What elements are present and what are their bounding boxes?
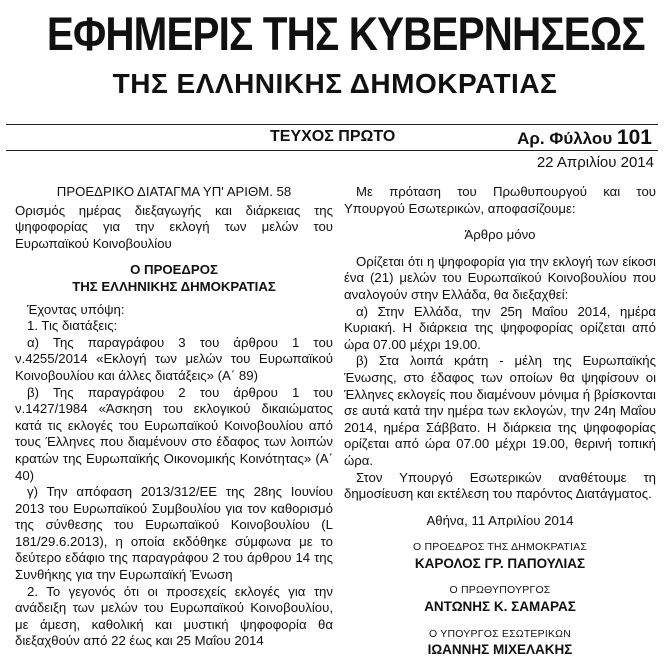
sheet-number-block	[517, 126, 652, 150]
issue-row	[0, 128, 660, 150]
decree-subject: Ορισμός ημέρας διεξαγωγής και διάρκειας της ψηφοφορίας για την εκλογή των μελών του Ευρωπαϊκού Κοινοβουλίου	[15, 202, 333, 251]
article-minister: Στον Υπουργό Εσωτερικών αναθέτουμε τη δημοσίευση και εκτέλεση του παρόντος Διατάγματος.	[344, 469, 656, 502]
gazette-title: ΕΦΗΜΕΡΙΣ ΤΗΣ ΚΥΒΕΡΝΗΣΕΩΣ	[46, 7, 645, 60]
article-pb: β) Στα λοιπά κράτη - μέλη της Ευρωπαϊκής Ένωσης, στο έδαφος των οποίων θα ψηφίσουν οι Έλληνες εκλογείς που διαμένουν μόνιμα ή βρίσκονται σε αυτά κατά την ημέρα των εκλογών, την 24η Μαΐου 2014, ημέρα Σάββατο. Η διάρκεια της ψηφοφορίας ορίζεται από ώρα 07.00 μέχρι 19.00, θερινή τοπική ώρα.	[344, 353, 656, 468]
signature-1-name: ΚΑΡΟΛΟΣ ΓΡ. ΠΑΠΟΥΛΙΑΣ	[414, 555, 586, 571]
signature-2-name: ΑΝΤΩΝΗΣ Κ. ΣΑΜΑΡΑΣ	[424, 599, 576, 615]
item-2: 2. Το γεγονός ότι οι προσεχείς εκλογές για την ανάδειξη των μελών του Ευρωπαϊκού Κοινοβουλίου, με άμεση, καθολική και μυστική ψηφοφορία θα διεξαχθούν από 22 έως και 25 Μαΐου 2014	[15, 583, 333, 649]
issue-rule	[6, 150, 658, 151]
article-p1: Ορίζεται ότι η ψηφοφορία για την εκλογή των είκοσι ένα (21) μελών του Ευρωπαϊκού Κοινοβουλίου που αναλογούν στην Ελλάδα, θα διεξαχθεί:	[344, 253, 656, 302]
item-1b: β) Της παραγράφου 2 του άρθρου 1 του ν.1427/1984 «Άσκηση του εκλογικού δικαιώματος κατά τις εκλογές του Ευρωπαϊκού Κοινοβουλίου από τους Έλληνες που διαμένουν στο έδαφος των λοιπών κρατών της Ευρωπαϊκής Οικονομικής Κοινότητας» (Α΄ 40)	[15, 384, 333, 483]
gazette-subtitle: ΤΗΣ ΕΛΛΗΝΙΚΗΣ ΔΗΜΟΚΡΑΤΙΑΣ	[112, 68, 558, 99]
issue-name: ΤΕΥΧΟΣ ΠΡΩΤΟ	[270, 128, 396, 145]
president-heading-2: ΤΗΣ ΕΛΛΗΝΙΚΗΣ ΔΗΜΟΚΡΑΤΙΑΣ	[72, 278, 276, 294]
signature-3-role: Ο ΥΠΟΥΡΓΟΣ ΕΣΩΤΕΡΙΚΩΝ	[429, 627, 571, 640]
issue-date: 22 Απριλίου 2014	[536, 154, 654, 171]
sheet-number: 101	[616, 126, 652, 149]
signature-3-name: ΙΩΑΝΝΗΣ ΜΙΧΕΛΑΚΗΣ	[427, 642, 573, 658]
item-1: 1. Τις διατάξεις:	[27, 318, 118, 334]
proposal: Με πρόταση του Πρωθυπουργού και του Υπουργού Εσωτερικών, αποφασίζουμε:	[344, 184, 656, 216]
article-pa: α) Στην Ελλάδα, την 25η Μαΐου 2014, ημέρα Κυριακή. Η διάρκεια της ψηφοφορίας ορίζεται από ώρα 07.00 μέχρι 19.00.	[344, 303, 656, 352]
article-heading: Άρθρο μόνο	[464, 227, 536, 243]
masthead	[0, 6, 670, 100]
signature-1-role: Ο ΠΡΟΕΔΡΟΣ ΤΗΣ ΔΗΜΟΚΡΑΤΙΑΣ	[412, 541, 588, 554]
left-column	[15, 184, 333, 650]
place-date: Αθήνα, 11 Απριλίου 2014	[426, 512, 574, 528]
decree-title: ΠΡΟΕΔΡΙΚΟ ΔΙΑΤΑΓΜΑ ΥΠ' ΑΡΙΘΜ. 58	[56, 184, 292, 199]
president-heading-1: Ο ΠΡΟΕΔΡΟΣ	[130, 262, 218, 278]
item-1a: α) Της παραγράφου 3 του άρθρου 1 του ν.4255/2014 «Εκλογή των μελών του Ευρωπαϊκού Κοινοβουλίου και άλλες διατάξεις» (Α΄ 89)	[15, 334, 333, 383]
item-1c: γ) Την απόφαση 2013/312/ΕΕ της 28ης Ιουνίου 2013 του Ευρωπαϊκού Συμβουλίου για τον καθορισμό της σύνθεσης του Ευρωπαϊκού Κοινοβουλίου (L 181/29.6.2013), η οποία εκδόθηκε σύμφωνα με το δεύτερο εδάφιο της παραγράφου 2 του άρθρου 14 της Συνθήκης για την Ευρωπαϊκή Ένωση	[15, 484, 333, 583]
having-regard: Έχοντας υπόψη:	[27, 301, 125, 317]
signature-2-role: Ο ΠΡΩΘΥΠΟΥΡΓΟΣ	[449, 584, 551, 597]
sheet-label: Αρ. Φύλλου	[517, 129, 613, 148]
top-rule	[6, 124, 658, 125]
right-column	[344, 184, 656, 659]
